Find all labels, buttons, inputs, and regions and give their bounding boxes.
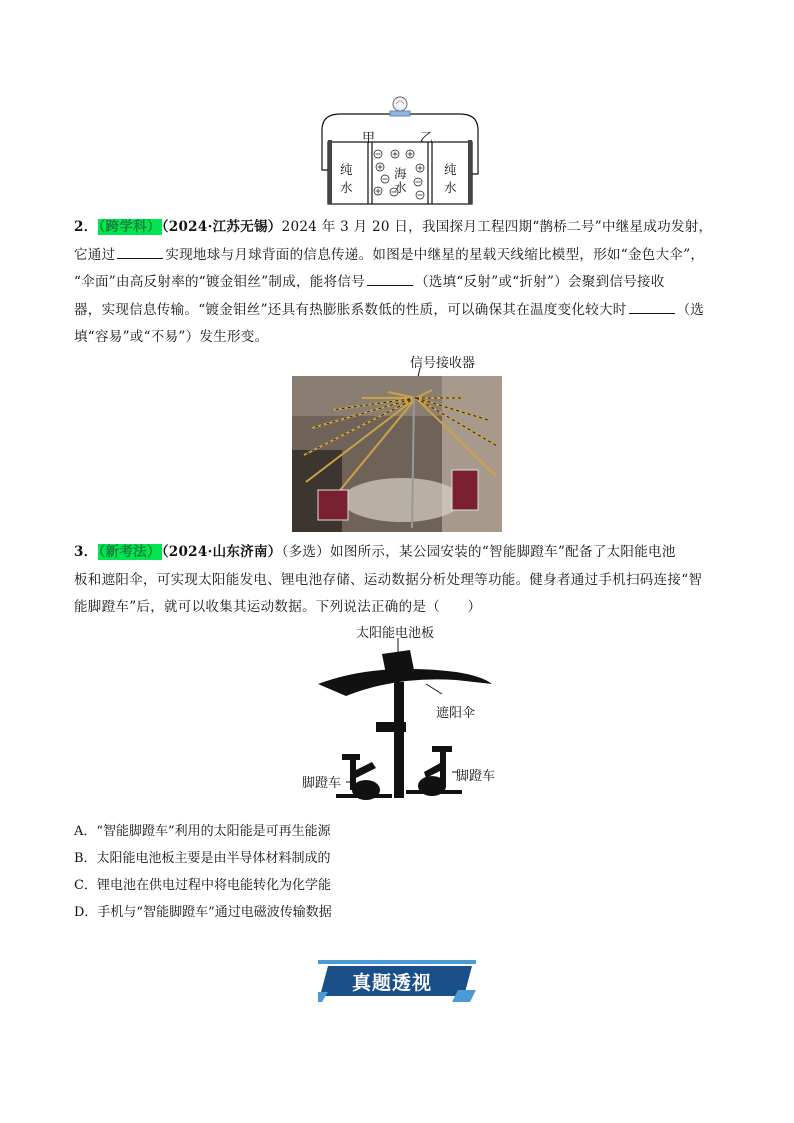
q2-text-4b: （选 [676, 301, 705, 318]
bike-right-label: 脚蹬车 [456, 769, 496, 784]
q2-blank-3[interactable] [629, 299, 675, 314]
q3-option-b[interactable]: B．太阳能电池板主要是由半导体材料制成的 [74, 851, 331, 866]
q2-line-3 [74, 269, 722, 297]
q3-source: （2024·山东济南） [161, 544, 282, 560]
label-jia: 甲 [362, 131, 376, 146]
q2-line-5: 填“容易”或“不易”）发生形变。 [74, 329, 269, 345]
solar-panel-label: 太阳能电池板 [356, 626, 435, 641]
q2-line-1 [74, 214, 722, 242]
q3-line-1 [74, 539, 722, 567]
q3-option-a[interactable]: A．“智能脚蹬车”利用的太阳能是可再生能源 [74, 824, 331, 839]
middle-cell-text-2: 水 [394, 180, 407, 195]
question-3 [74, 539, 722, 622]
banner-title: 真题透视 [352, 972, 433, 994]
q2-blank-1[interactable] [117, 244, 163, 259]
q2-text-3a: “伞面”由高反射率的“镀金钼丝”制成，能将信号 [74, 274, 366, 290]
figure-seawater-cell [310, 92, 490, 212]
label-yi: 乙 [420, 131, 434, 146]
q2-source: （2024·江苏无锡） [161, 219, 282, 235]
signal-receiver-label: 信号接收器 [410, 356, 476, 371]
right-cell-text-2: 水 [444, 180, 457, 195]
q2-line-4 [74, 297, 722, 325]
q3-tag: （新考法） [98, 544, 161, 560]
q3-number: 3． [74, 544, 98, 560]
q2-blank-2[interactable] [367, 271, 413, 286]
left-cell-text-2: 水 [340, 180, 353, 195]
left-cell-text-1: 纯 [340, 162, 353, 177]
q3-line-3: 能脚蹬车”后，就可以收集其运动数据。下列说法正确的是（ ） [74, 599, 482, 615]
umbrella-label: 遮阳伞 [436, 706, 476, 721]
q2-number: 2． [74, 219, 98, 235]
q2-text-4a: 器，实现信息传输。“镀金钼丝”还具有热膨胀系数低的性质，可以确保其在温度变化较大时 [74, 301, 627, 318]
q2-tag: （跨学科） [98, 219, 161, 235]
q2-text-1: 2024 年 3 月 20 日，我国探月工程四期“鹊桥二号”中继星成功发射， [281, 219, 713, 235]
antenna-image [292, 350, 502, 532]
q3-option-c[interactable]: C．锂电池在供电过程中将电能转化为化学能 [74, 878, 331, 893]
q3-text-1: （多选）如图所示，某公园安装的“智能脚蹬车”配备了太阳能电池 [281, 544, 676, 560]
q3-option-d[interactable]: D．手机与“智能脚蹬车”通过电磁波传输数据 [74, 905, 332, 920]
q2-line-2 [74, 242, 722, 270]
middle-cell-text-1: 海 [394, 166, 407, 181]
q2-text-2a: 它通过 [74, 246, 116, 263]
figure-antenna-photo [292, 350, 502, 532]
question-2 [74, 214, 722, 352]
q2-text-3b: （选填“反射”或“折射”）会聚到信号接收 [415, 274, 665, 290]
section-banner [318, 956, 476, 1002]
bulb-icon [390, 97, 410, 116]
q3-line-2: 板和遮阳伞，可实现太阳能发电、锂电池存储、运动数据分析处理等功能。健身者通过手机扫码连接“智 [74, 571, 703, 588]
bike-left-label: 脚蹬车 [302, 776, 342, 791]
q2-text-2b: 实现地球与月球背面的信息传递。如图是中继星的星载天线缩比模型，形如“金色大伞”， [165, 246, 705, 263]
figure-smart-bike [302, 622, 520, 810]
right-cell-text-1: 纯 [444, 162, 457, 177]
